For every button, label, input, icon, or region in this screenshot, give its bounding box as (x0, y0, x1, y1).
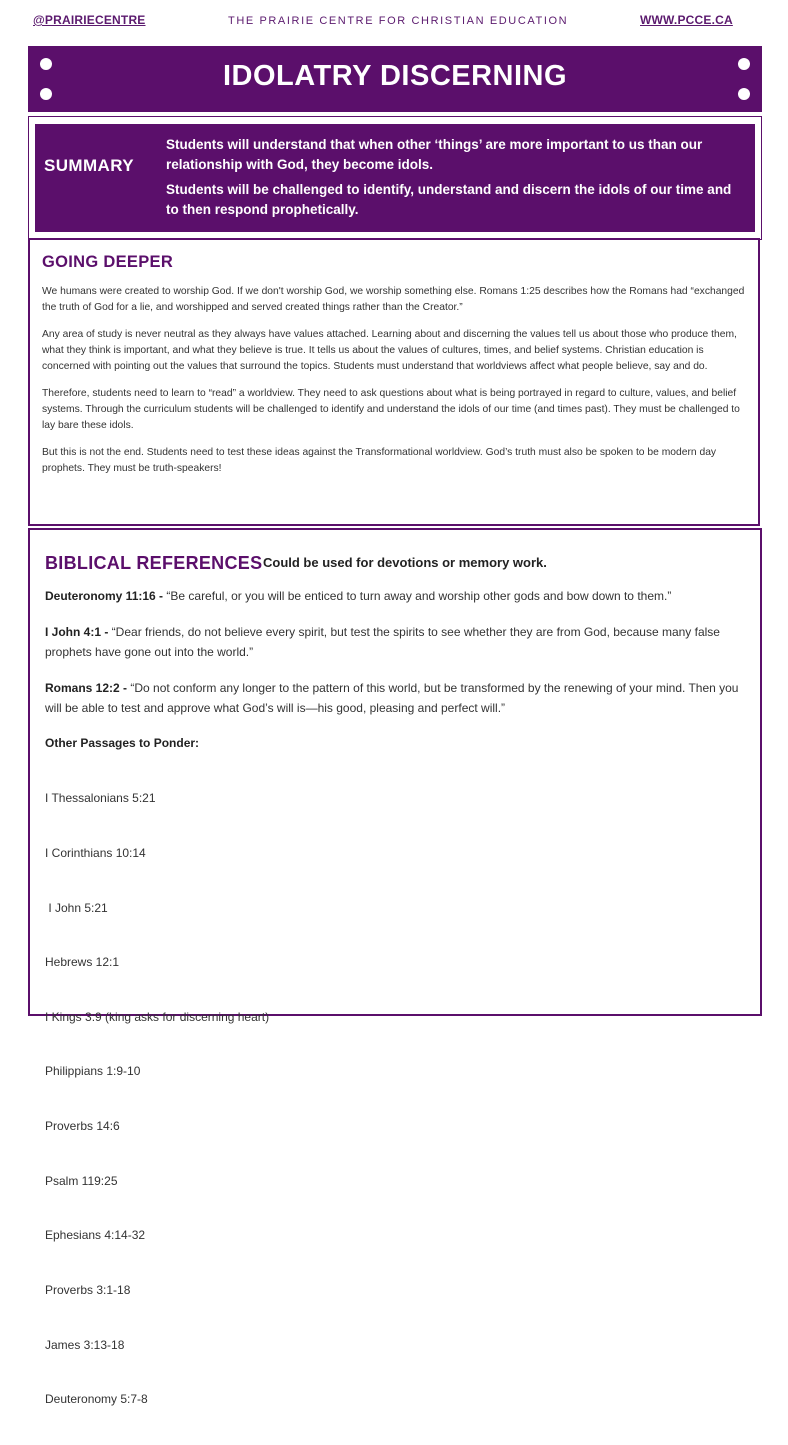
biblical-references-section (28, 528, 762, 1407)
page-header (0, 0, 788, 40)
section-heading: BIBLICAL REFERENCES (45, 553, 263, 573)
list-item: I Corinthians 10:14 (45, 846, 146, 861)
list-item: Proverbs 14:6 (45, 1119, 120, 1134)
going-deeper-body (42, 284, 747, 488)
list-item: Deuteronomy 5:7-8 (45, 1392, 148, 1407)
list-item: Psalm 119:25 (45, 1173, 118, 1188)
reference-citation: Romans 12:2 - (45, 681, 128, 695)
other-passages-heading: Other Passages to Ponder: (45, 736, 200, 750)
paragraph: Any area of study is never neutral as they always have values attached. Learning about and discerning the values tell us about those who produce them, what they think is important, and what they believe is true. It tells us about the values of cultures, times, and belief systems. Christian education is concerned with pointing out the values that surround the topics. Students must understand that worldviews affect what people believe, say and do. (42, 329, 737, 372)
reference-text: “Dear friends, do not believe every spirit, but test the spirits to see whether they are from God, because many false prophets have gone out into the world.” (45, 625, 720, 659)
list-item: I Thessalonians 5:21 (45, 791, 156, 806)
list-item: I John 5:21 (45, 900, 108, 915)
other-passages-list (45, 753, 269, 1445)
summary-point: Students will understand that when other ‘things’ are more important to us than our relationship with God, they become idols. (166, 137, 703, 172)
section-heading: GOING DEEPER (42, 253, 174, 271)
reference-citation: Deuteronomy 11:16 - (45, 589, 164, 603)
social-handle-link[interactable]: @PRAIRIECENTRE (33, 13, 146, 27)
summary-section (28, 116, 762, 240)
list-item: Philippians 1:9-10 (45, 1064, 141, 1079)
organization-name: THE PRAIRIE CENTRE FOR CHRISTIAN EDUCATION (228, 15, 569, 27)
list-item: I Kings 3:9 (king asks for discerning heart) (45, 1009, 270, 1024)
reference-text: “Do not conform any longer to the pattern of this world, but be transformed by the renewing of your mind. Then you will be able to test and approve what God’s will is—his good, pleasing and perfect will.” (45, 681, 739, 715)
section-subtitle: Could be used for devotions or memory work. (263, 555, 547, 570)
list-item: James 3:13-18 (45, 1337, 125, 1352)
going-deeper-section (28, 238, 760, 526)
list-item: Hebrews 12:1 (45, 955, 120, 970)
paragraph: Therefore, students need to learn to “read” a worldview. They need to ask questions about what is being portrayed in regard to culture, values, and belief systems. Through the curriculum students will be challenged to identify and understand the idols of our time (and times past). They must be challenged to lay bare these idols. (42, 388, 740, 431)
title-banner (28, 46, 762, 112)
scripture-reference (45, 586, 745, 606)
page-title: IDOLATRY DISCERNING (222, 60, 568, 92)
summary-point: Students will be challenged to identify, understand and discern the idols of our time and to then respond prophetically. (166, 182, 732, 217)
reference-citation: I John 4:1 - (45, 625, 109, 639)
website-link[interactable]: WWW.PCCE.CA (640, 13, 733, 27)
list-item: Proverbs 3:1-18 (45, 1282, 131, 1297)
summary-panel (35, 124, 755, 232)
paragraph: We humans were created to worship God. If we don't worship God, we worship something else. Romans 1:25 describes how the Romans had “exchanged the truth of God for a lie, and worshipped and served created things rather than the Creator.” (42, 286, 745, 313)
scripture-reference (45, 622, 745, 662)
summary-label: SUMMARY (44, 156, 134, 175)
reference-text: “Be careful, or you will be enticed to turn away and worship other gods and bow down to them.” (163, 589, 672, 603)
paragraph: But this is not the end. Students need to test these ideas against the Transformational worldview. God’s truth must also be spoken to be modern day prophets. They must be truth-speakers! (42, 447, 717, 474)
list-item: Ephesians 4:14-32 (45, 1228, 146, 1243)
scripture-reference (45, 678, 745, 718)
